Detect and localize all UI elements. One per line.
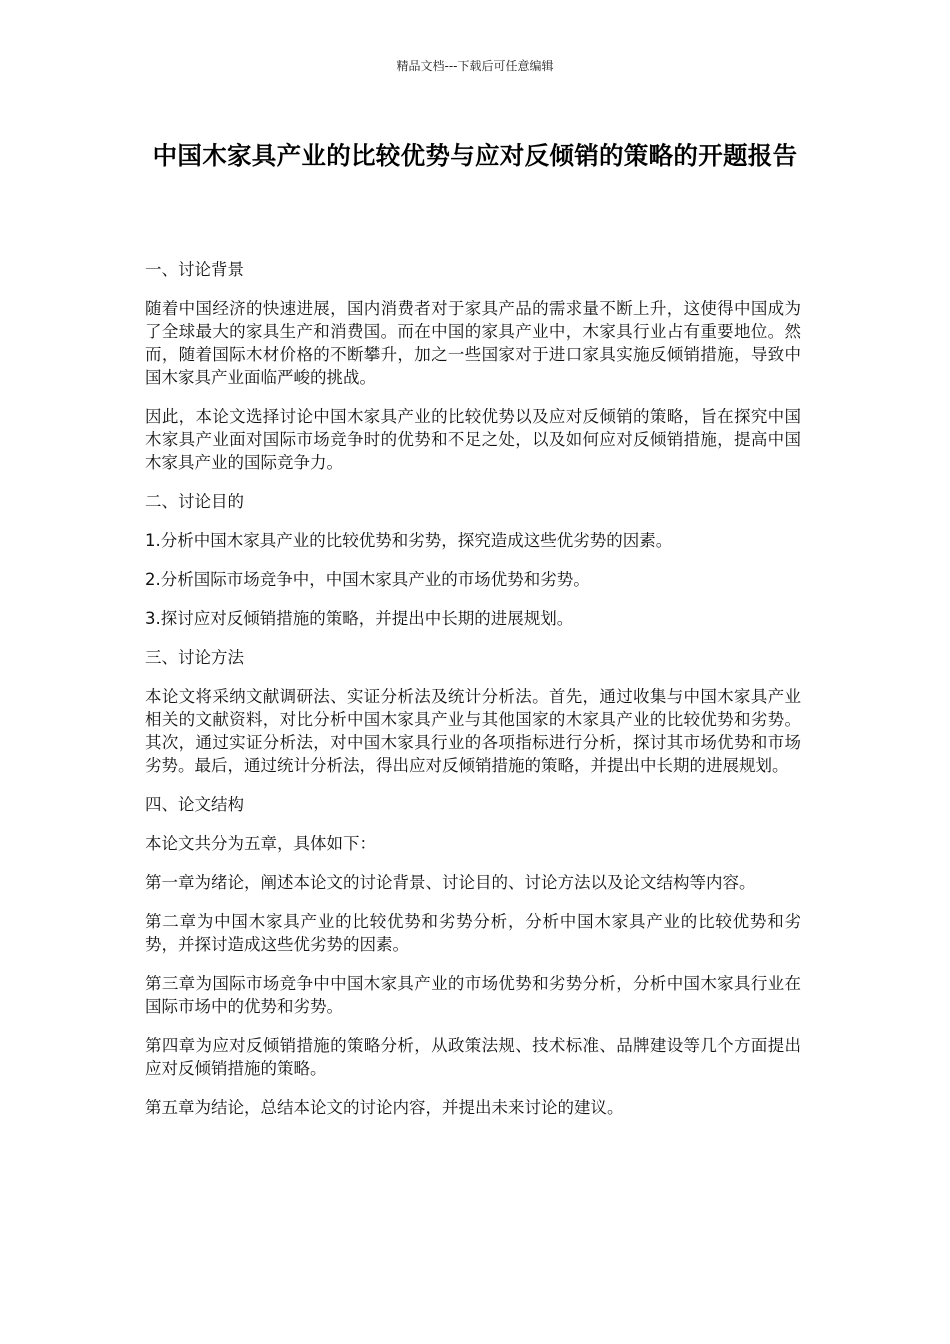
purpose-item-1: 1.分析中国木家具产业的比较优势和劣势，探究造成这些优劣势的因素。 bbox=[145, 531, 673, 550]
section-heading-structure: 四、论文结构 bbox=[145, 795, 244, 814]
document-body bbox=[145, 258, 801, 1135]
purpose-item-2: 2.分析国际市场竞争中，中国木家具产业的市场优势和劣势。 bbox=[145, 570, 590, 589]
chapter-2-description: 第二章为中国木家具产业的比较优势和劣势分析，分析中国木家具产业的比较优势和劣势，并探讨造成这些优劣势的因素。 bbox=[145, 912, 801, 954]
paragraph-background-2: 因此，本论文选择讨论中国木家具产业的比较优势以及应对反倾销的策略，旨在探究中国木家具产业面对国际市场竞争时的优势和不足之处，以及如何应对反倾销措施，提高中国木家具产业的国际竞争力。 bbox=[145, 407, 801, 472]
purpose-item-3: 3.探讨应对反倾销措施的策略，并提出中长期的进展规划。 bbox=[145, 609, 574, 628]
section-heading-method: 三、讨论方法 bbox=[145, 648, 244, 667]
chapter-3-description: 第三章为国际市场竞争中中国木家具产业的市场优势和劣势分析，分析中国木家具行业在国际市场中的优势和劣势。 bbox=[145, 974, 801, 1016]
document-title: 中国木家具产业的比较优势与应对反倾销的策略的开题报告 bbox=[152, 141, 798, 170]
section-heading-purpose: 二、讨论目的 bbox=[145, 492, 244, 511]
paragraph-background-1: 随着中国经济的快速进展，国内消费者对于家具产品的需求量不断上升，这使得中国成为了全球最大的家具生产和消费国。而在中国的家具产业中，木家具行业占有重要地位。然而，随着国际木材价格的不断攀升，加之一些国家对于进口家具实施反倾销措施，导致中国木家具产业面临严峻的挑战。 bbox=[145, 299, 801, 387]
section-heading-background: 一、讨论背景 bbox=[145, 260, 244, 279]
chapter-5-description: 第五章为结论，总结本论文的讨论内容，并提出未来讨论的建议。 bbox=[145, 1098, 624, 1117]
paragraph-structure-intro: 本论文共分为五章，具体如下： bbox=[145, 834, 376, 853]
header-note: 精品文档---下载后可任意编辑 bbox=[396, 59, 554, 73]
chapter-4-description: 第四章为应对反倾销措施的策略分析，从政策法规、技术标准、品牌建设等几个方面提出应对反倾销措施的策略。 bbox=[145, 1036, 801, 1078]
paragraph-method: 本论文将采纳文献调研法、实证分析法及统计分析法。首先，通过收集与中国木家具产业相关的文献资料，对比分析中国木家具产业与其他国家的木家具产业的比较优势和劣势。其次，通过实证分析法，对中国木家具行业的各项指标进行分析，探讨其市场优势和市场劣势。最后，通过统计分析法，得出应对反倾销措施的策略，并提出中长期的进展规划。 bbox=[145, 687, 801, 775]
chapter-1-description: 第一章为绪论，阐述本论文的讨论背景、讨论目的、讨论方法以及论文结构等内容。 bbox=[145, 873, 756, 892]
